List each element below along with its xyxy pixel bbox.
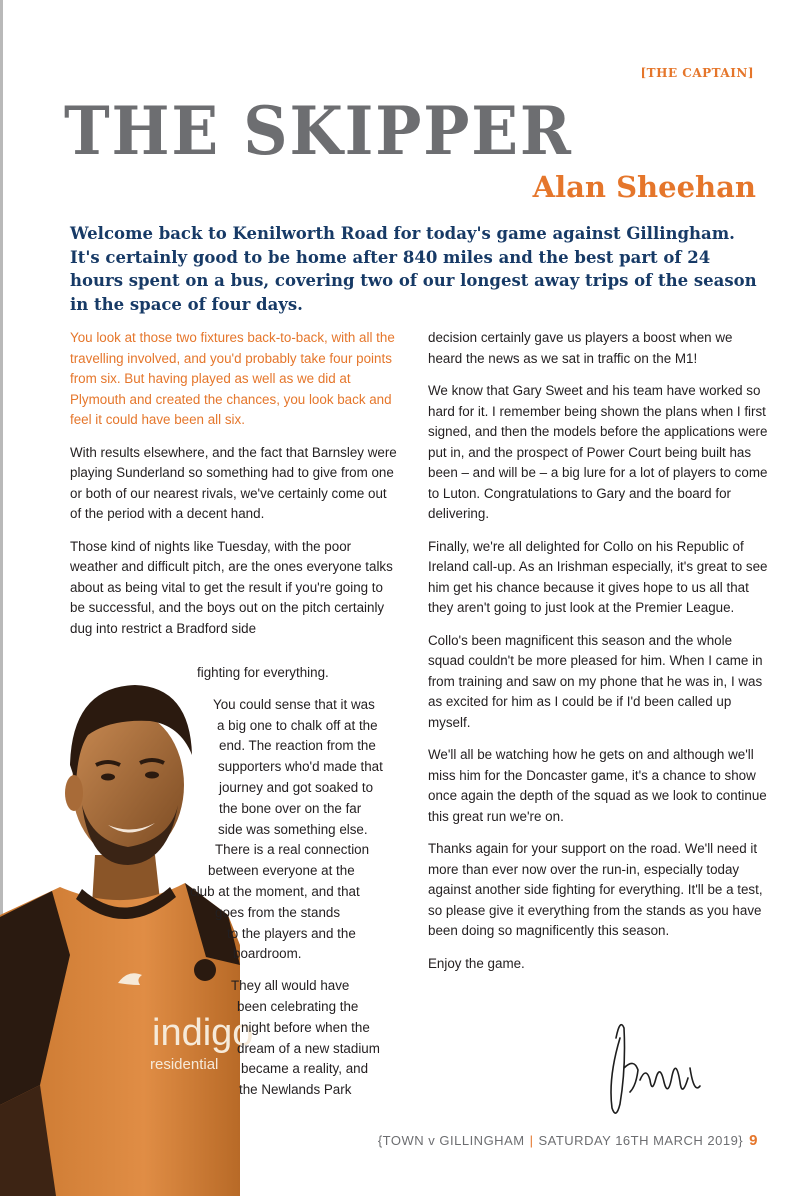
shirt-sponsor-subtext: residential [150,1056,219,1073]
footer-date: SATURDAY 16TH MARCH 2019} [538,1133,744,1148]
page-title: THE SKIPPER [64,92,573,170]
text-line: supporters who'd made that [218,759,383,775]
text-line: You could sense that it was [213,696,375,712]
text-line: end. The reaction from the [219,738,376,754]
footer-match: {TOWN v GILLINGHAM [377,1133,525,1148]
text-line: club at the moment, and that [190,883,360,899]
text-line: journey and got soaked to [219,779,374,795]
body-paragraph: We know that Gary Sweet and his team have worked so hard for it. I remember being shown the plans when I first signed, and then the models before the applications were put in, and the prospect of Power Court being built has been – and will be – a big lure for a lot of players to come to Luton. Congratulations to Gary and the board for delivering. [428,383,768,521]
text-line: to the players and the [227,925,356,941]
left-column [70,328,400,651]
body-paragraph: Those kind of nights like Tuesday, with the poor weather and difficult pitch, are the ones everyone talks about as being vital to get the result if you're going to be successful, and the boys out on the pitch certainly dug into restrict a Bradford side [70,538,393,636]
text-line: dream of a new stadium [237,1040,380,1056]
page-footer: {TOWN v GILLINGHAM | SATURDAY 16TH MARCH 2019} 9 [377,1132,758,1149]
intro-paragraph: Welcome back to Kenilworth Road for today's game against Gillingham. It's certainly good to be home after 840 miles and the best part of 24 hours spent on a bus, covering two of our longest away trips of the season in the space of four days. [70,224,757,314]
page-subtitle: Alan Sheehan [532,170,756,204]
text-line: been celebrating the [237,998,359,1014]
text-line: night before when the [241,1019,370,1035]
section-tag: [THE CAPTAIN] [640,66,754,80]
body-paragraph: We'll all be watching how he gets on and although we'll miss him for the Doncaster game, it's a chance to show once again the depth of the squad as we look to continue this great run we're on. [428,747,767,824]
shirt-sponsor-text: indigo [152,1012,254,1054]
text-line: the Newlands Park [239,1082,352,1098]
text-line: boardroom. [233,946,302,962]
text-line: fighting for everything. [197,665,329,680]
body-paragraph: With results elsewhere, and the fact that Barnsley were playing Sunderland so something had to give from one or both of our nearest rivals, we've certainly come out of the period with a decent hand. [70,444,397,521]
body-paragraph: Thanks again for your support on the road. We'll need it more than ever now over the run-in, especially today against another side fighting for everything. It'll be a test, so please give it everything from the stands as you have been doing so magnificently this season. [428,841,763,938]
text-line: the bone over on the far [219,800,362,816]
text-line: There is a real connection [215,842,370,858]
closing-line: Enjoy the game. [428,955,525,971]
page-number: 9 [749,1132,758,1149]
text-line: became a reality, and [241,1061,369,1077]
wrapped-text-block [185,663,415,1101]
text-line: They all would have [231,978,350,994]
body-paragraph: Collo's been magnificent this season and the whole squad couldn't be more pleased for him. When I came in from training and saw on my phone that he was in, I was as excited for him as I could be if I'd been called up myself. [428,632,763,730]
text-line: a big one to chalk off at the [217,717,378,733]
text-line: goes from the stands [215,904,341,920]
signature-image [590,1008,710,1128]
lead-paragraph: You look at those two fixtures back-to-back, with all the travelling involved, and you'd probably take four points from six. But having played as well as we did at Plymouth and created the chances, you look back and feel it could have been all six. [70,330,395,427]
right-column [428,328,768,986]
body-paragraph: Finally, we're all delighted for Collo on his Republic of Ireland call-up. As an Irishman especially, it's great to see him get his chance because it gives hope to us all that they aren't going to just look at the Premier League. [428,538,768,615]
text-line: between everyone at the [208,863,355,879]
text-line: side was something else. [218,821,368,837]
body-paragraph: decision certainly gave us players a boost when we heard the news as we sat in traffic on the M1! [428,330,733,366]
